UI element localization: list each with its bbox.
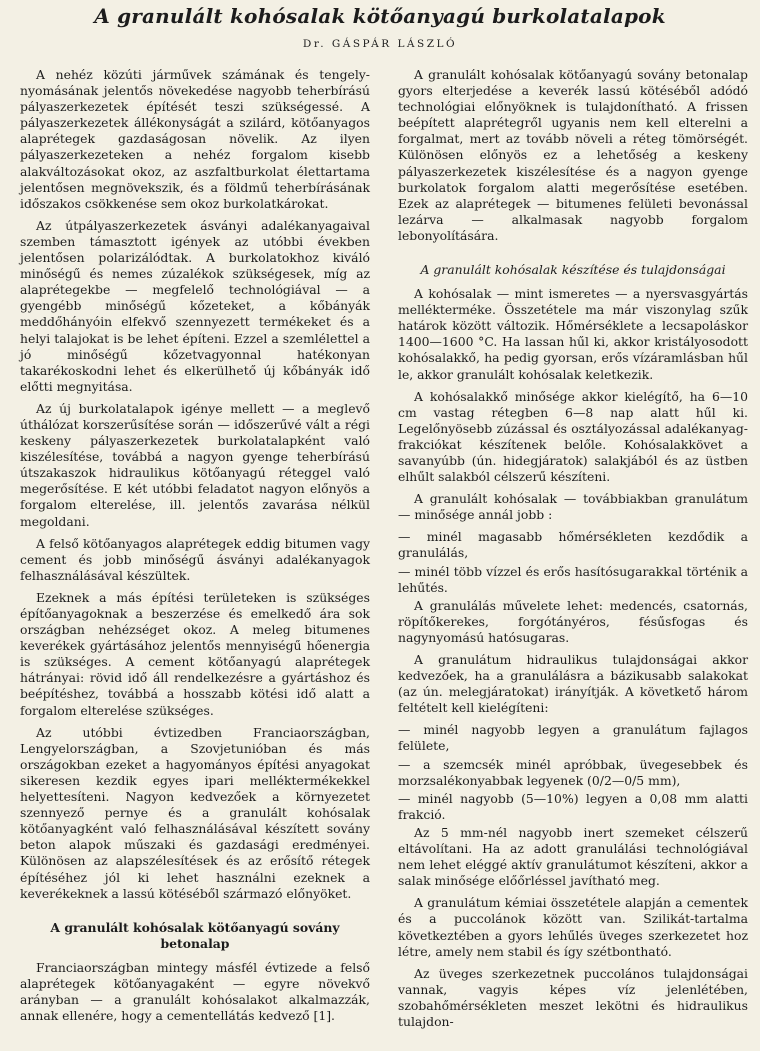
paragraph: Ezeknek a más építési területeken is szükséges építőanyagoknak a beszerzése és emelkedő ára sok országban nehézséget okoz. A meleg bitumenes keverékek gyártásához jelentős mennyiségű hőenergia is szükséges. A cement kötőanyagú alaprétegek hátrányai: rövid idő áll rendelkezésre a gyártáshoz és beépítéshez, továbbá a hosszabb kötési idő alatt a forgalom elterelése szükséges. — [20, 589, 370, 718]
right-column — [398, 67, 748, 1036]
article-author: Dr. GÁSPÁR LÁSZLÓ — [302, 38, 458, 50]
paragraph: Az új burkolatalapok igénye mellett — a meglevő úthálózat korszerűsítése során — időszerűvé vált a régi keskeny pályaszerkezetek burkolatalapként való kiszélesítése, továbbá a nagyon gyenge teherbírású útszakaszok hidraulikus kötőanyagú réteggel való megerősítése. E két utóbbi feladatot nagyon előnyös a forgalom elterelése, ill. jelentős zavarása nélkül megoldani. — [20, 400, 370, 529]
paragraph: A granulátum hidraulikus tulajdonságai akkor kedvezőek, ha a granulálásra a bázikusabb salakokat (az ún. melegjáratokat) irányítják. A követkető három feltételt kell kielégíteni: — [398, 652, 748, 716]
paragraph: A granulátum kémiai összetétele alapján a cementek és a puccolánok között van. Szilikát-tartalma következtében a gyors lehűlés üveges szerkezetet hoz létre, amely nem stabil és így szétbontható. — [398, 895, 748, 959]
article-title: A granulált kohósalak kötőanyagú burkolatalapok — [94, 4, 666, 28]
paragraph: A kohósalak — mint ismeretes — a nyersvasgyártás mellékterméke. Összetétele ma már viszonylag szűk határok között változik. Hőmérséklete a lecsapoláskor 1400—1600 °C. Ha lassan hűl ki, akkor kristályosodott kohósalakkő, ha pedig gyorsan, erős vízáramlásban hűl le, akkor granulált kohósalak keletkezik. — [398, 286, 748, 382]
paragraph: A kohósalakkő minősége akkor kielégítő, ha 6—10 cm vastag rétegben 6—8 nap alatt hűl ki. Legelőnyösebb zúzással és osztályozással adalékanyag-frakciókat készítenek belőle. Kohósalakkövet a savanyúbb (ún. hidegjáratok) salakjából és az üstben elhűlt salakból célszerű készíteni. — [398, 388, 748, 485]
paragraph: A granulálás művelete lehet: medencés, csatornás, röpítőkerekes, forgótányéros, fésűsfogas és nagynyomású hatósugaras. — [398, 597, 748, 645]
left-column — [20, 67, 370, 1030]
paragraph: Az üveges szerkezetnek puccolános tulajdonságai vannak, vagyis képes víz jelenlétében, szobahőmérsékleten meszet lekötni és hidraulikus tulajdon- — [398, 965, 748, 1029]
paragraph: Franciaországban mintegy másfél évtizede a felső alaprétegek kötőanyagaként — egyre növekvő arányban — a granulált kohósalakot alkalmazzák, annak ellenére, hogy a cementellátás kedvező [1]. — [20, 959, 370, 1023]
list-item: — minél több vízzel és erős hasítósugarakkal történik a lehűtés. — [398, 563, 748, 595]
paragraph: Az utóbbi évtizedben Franciaországban, Lengyelországban, a Szovjetunióban és más országokban ezeket a hagyományos építési anyagokat sikeresen kezdik egyes ipari melléktermékekkel helyettesíteni. Nagyon kedvezőek a környezetet szennyező pernye és a granulált kohósalak kötőanyagként való felhasználásával készített sovány beton alapok műszaki és gazdasági eredményei. Különösen az alapszélesítések és az erősítő rétegek építéséhez jól ki lehet használni ezeknek a keverékeknek a lassú kötéséből származó előnyöket. — [20, 724, 370, 901]
paragraph: Az 5 mm-nél nagyobb inert szemeket célszerű eltávolítani. Ha az adott granulálási technológiával nem lehet eléggé aktív granulátumot készíteni, akkor a salak minősége előőrléssel javítható meg. — [398, 824, 748, 889]
list-item: — a szemcsék minél apróbbak, üvegesebbek és morzsalékonyabbak legyenek (0/2—0/5 mm), — [398, 756, 748, 788]
paragraph: Az útpályaszerkezetek ásványi adalékanyagaival szemben támasztott igények az utóbbi években jelentősen polarizálódtak. A burkolatokhoz kiváló minőségű és nemes zúzalékok szükségesek, míg az alaprétegekbe — megfelelő technológiával — a gyengébb minőségű kőzeteket, a kőbányák meddőhányóin elfekvő szennyezett termékeket és a helyi talajokat is be lehet építeni. Ezzel a szemlélettel a jó minőségű kőzetvagyonnal hatékonyan takarékoskodni lehet és elkerülhető új kőbányák idő előtti megnyitása. — [20, 217, 370, 394]
section-heading: A granulált kohósalak készítése és tulajdonságai — [420, 262, 726, 278]
list-item: — minél nagyobb legyen a granulátum fajlagos felülete, — [398, 722, 748, 754]
list-item: — minél magasabb hőmérsékleten kezdődik a granulálás, — [398, 529, 748, 561]
paragraph: A nehéz közúti járművek számának és tengely-nyomásának jelentős növekedése nagyobb teherbírású pályaszerkezetek építését teszi szükségessé. A pályaszerkezetek állékonyságát a szilárd, kötőanyagos alaprétegek gazdaságosan növelik. Az ilyen pályaszerkezeteken a nehéz forgalom kisebb alakváltozásokat okoz, az aszfaltburkolat élettartama jelentősen megnövekszik, és a földmű teherbírásának időszakos csökkenése sem okoz burkolatkárokat. — [20, 67, 370, 211]
paragraph: A felső kötőanyagos alaprétegek eddig bitumen vagy cement és jobb minőségű ásványi adalékanyagok felhasználásával készültek. — [20, 535, 370, 583]
list-item: — minél nagyobb (5—10%) legyen a 0,08 mm alatti frakció. — [398, 790, 748, 822]
paragraph: A granulált kohósalak — továbbiakban granulátum — minősége annál jobb : — [398, 491, 748, 523]
section-heading: A granulált kohósalak kötőanyagú sovány betonalap — [50, 919, 340, 951]
paragraph: A granulált kohósalak kötőanyagú sovány betonalap gyors elterjedése a keverék lassú kötéséből adódó technológiai előnyöknek is tulajdonítható. A frissen beépített alaprétegről ugyanis nem kell elterelni a forgalmat, mert az tovább növeli a réteg tömörségét. Különösen előnyös ez a lehetőség a keskeny pályaszerkezetek kiszélesítése és a nagyon gyenge burkolatok forgalom alatti megerősítése esetében. Ezek az alaprétegek — bitumenes felületi bevonással lezárva — alkalmasak nagyobb forgalom lebonyolítására. — [398, 67, 748, 243]
